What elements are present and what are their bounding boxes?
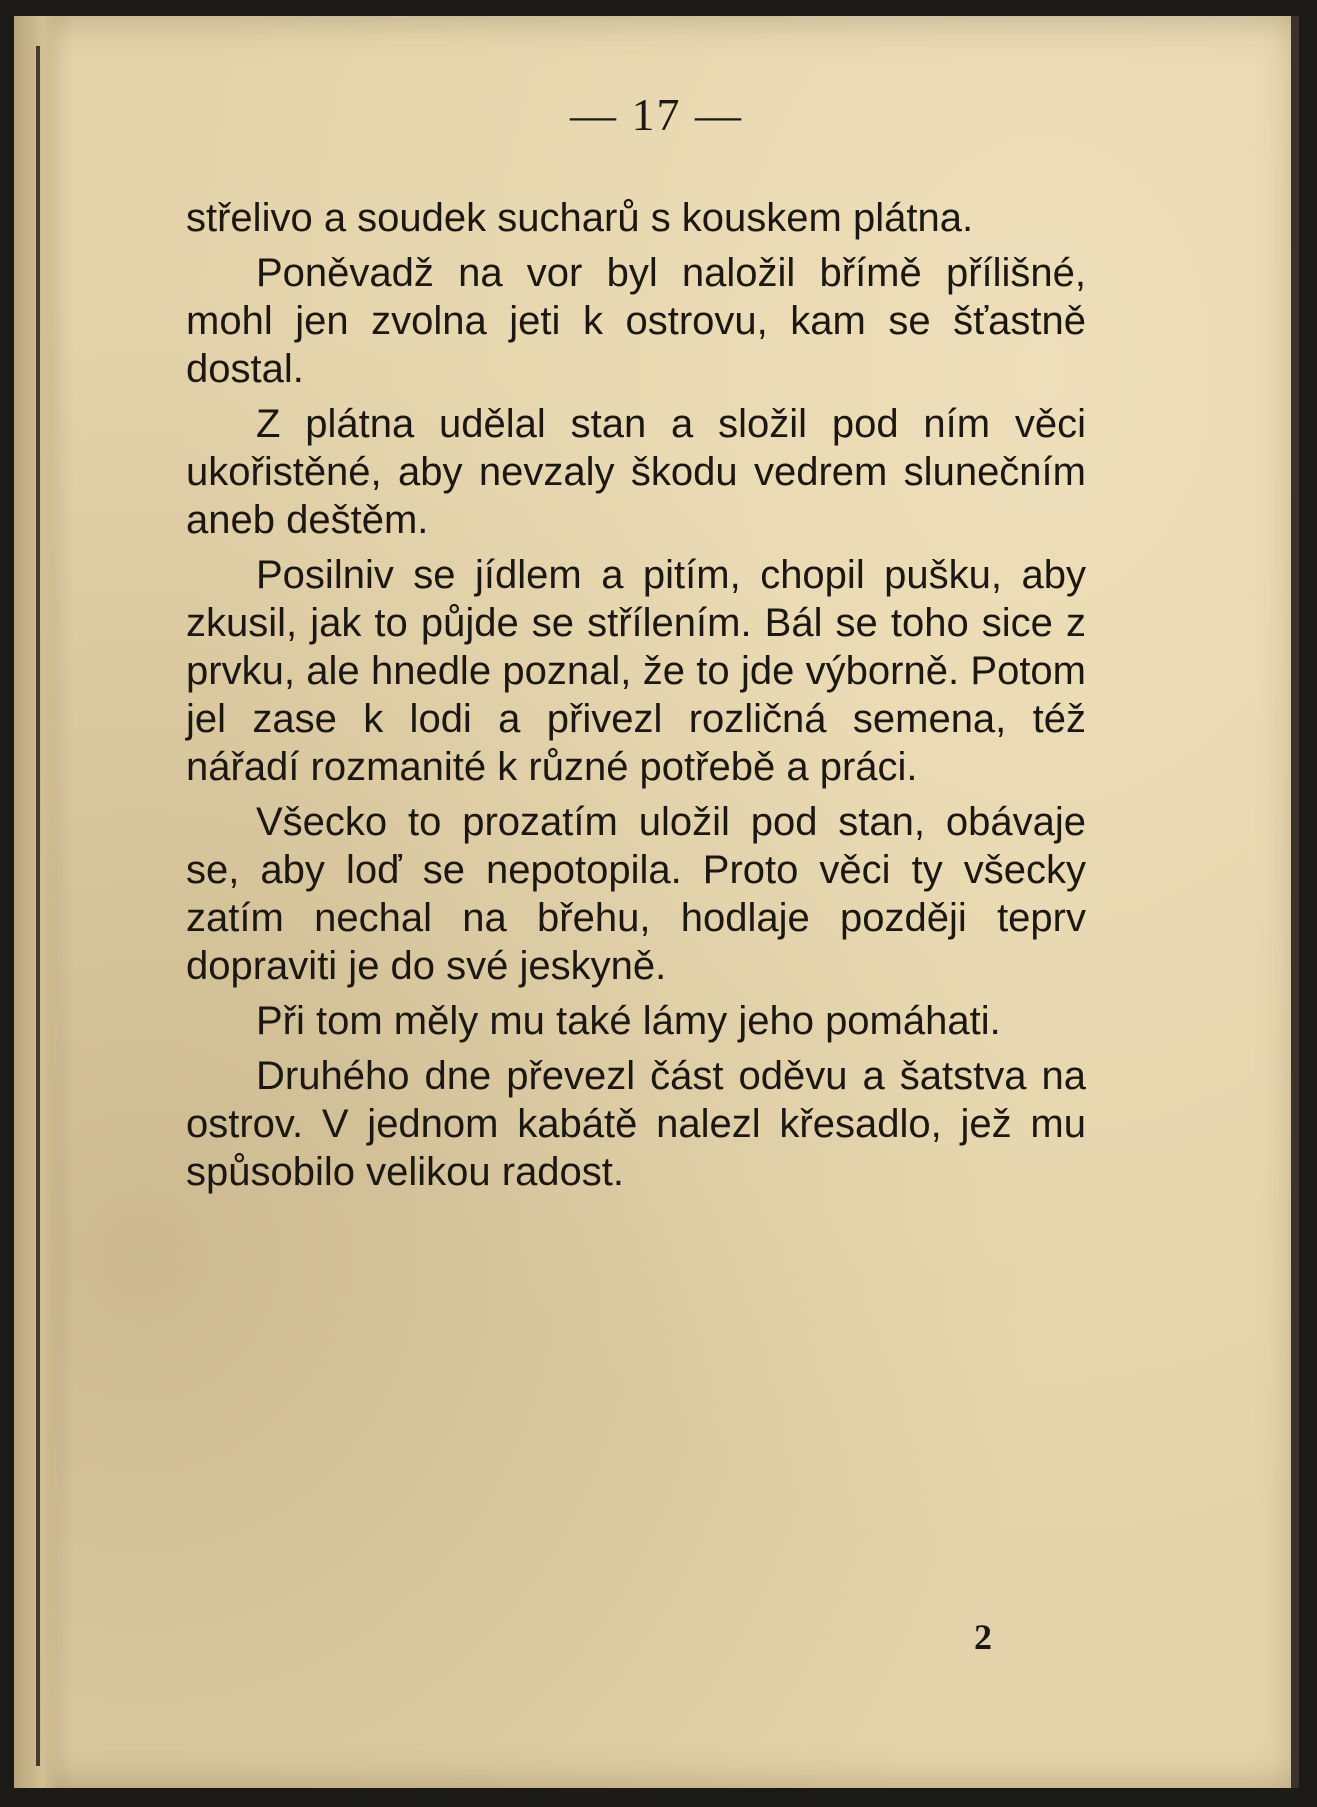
paragraph: Všecko to prozatím uložil pod stan, obávaje se, aby loď se nepotopila. Proto věci ty všecky zatím nechal na břehu, hodlaje později teprv dopraviti je do své jeskyně. [186, 800, 1086, 988]
book-page [14, 16, 1299, 1788]
paragraph: Při tom měly mu také lámy jeho pomáhati. [256, 999, 1001, 1043]
binding-line [36, 46, 40, 1766]
paragraph: Posilniv se jídlem a pitím, chopil pušku, aby zkusil, jak to půjde se střílením. Bál se toho sice z prvku, ale hnedle poznal, že to jde výborně. Potom jel zase k lodi a přivezl rozličná semena, též nářadí rozmanité k různé potřebě a práci. [186, 553, 1086, 789]
paragraph: Z plátna udělal stan a složil pod ním věci ukořistěné, aby nevzaly škodu vedrem slunečním aneb deštěm. [186, 402, 1086, 542]
paragraph: střelivo a soudek sucharů s kouskem plátna. [186, 196, 974, 240]
signature-mark: 2 [974, 1617, 992, 1657]
paragraph: Druhého dne převezl část oděvu a šatstva na ostrov. V jednom kabátě nalezl křesadlo, jež mu spůsobilo velikou radost. [186, 1054, 1086, 1194]
page-number: — 17 — [570, 89, 743, 140]
body-text [186, 194, 1086, 1203]
paragraph: Poněvadž na vor byl naložil břímě přílišné, mohl jen zvolna jeti k ostrovu, kam se šťastně dostal. [186, 251, 1086, 391]
page-right-edge [1291, 16, 1299, 1788]
